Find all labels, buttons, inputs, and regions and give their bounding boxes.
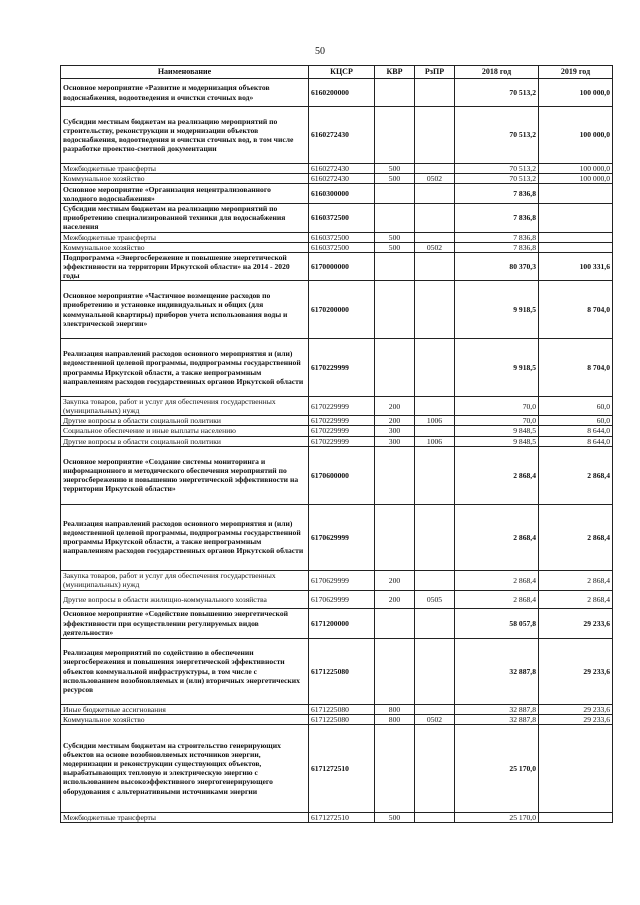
cell-kvr <box>375 504 415 570</box>
cell-rzpr <box>415 232 455 242</box>
cell-rzpr <box>415 426 455 436</box>
table-row <box>61 436 613 446</box>
cell-rzpr <box>415 252 455 280</box>
cell-2019: 100 000,0 <box>539 107 613 164</box>
cell-kvr <box>375 281 415 339</box>
table-row <box>61 232 613 242</box>
table-row <box>61 714 613 724</box>
cell-name: Основное мероприятие «Содействие повышению энергетической эффективности при осуществлении регулируемых видов деятельности» <box>61 608 309 638</box>
cell-kvr: 200 <box>375 590 415 608</box>
cell-2019: 60,0 <box>539 397 613 416</box>
cell-rzpr <box>415 570 455 590</box>
page-number: 50 <box>315 46 325 57</box>
cell-kvr <box>375 446 415 504</box>
cell-kcsr: 6171225080 <box>309 704 375 714</box>
cell-name: Закупка товаров, работ и услуг для обеспечения государственных (муниципальных) нужд <box>61 570 309 590</box>
cell-kcsr: 6171225080 <box>309 638 375 704</box>
cell-2019 <box>539 812 613 822</box>
cell-kcsr: 6170229999 <box>309 436 375 446</box>
cell-kvr: 500 <box>375 242 415 252</box>
table-header-row <box>61 66 613 79</box>
cell-kcsr: 6160200000 <box>309 79 375 107</box>
cell-2019: 100 331,6 <box>539 252 613 280</box>
cell-name: Коммунальное хозяйство <box>61 174 309 184</box>
cell-kvr: 500 <box>375 812 415 822</box>
cell-2018: 70 513,2 <box>455 174 539 184</box>
cell-name: Социальное обеспечение и иные выплаты населению <box>61 426 309 436</box>
cell-kvr <box>375 638 415 704</box>
cell-kcsr: 6170229999 <box>309 416 375 426</box>
cell-rzpr: 1006 <box>415 436 455 446</box>
cell-2018: 80 370,3 <box>455 252 539 280</box>
cell-kcsr: 6170629999 <box>309 504 375 570</box>
cell-kcsr: 6160272430 <box>309 164 375 174</box>
table-row <box>61 446 613 504</box>
cell-rzpr: 0502 <box>415 174 455 184</box>
budget-table <box>60 65 613 823</box>
cell-kcsr: 6160300000 <box>309 184 375 204</box>
cell-2018: 2 868,4 <box>455 504 539 570</box>
cell-rzpr <box>415 79 455 107</box>
cell-2018: 70,0 <box>455 416 539 426</box>
cell-kvr: 500 <box>375 232 415 242</box>
cell-2018: 2 868,4 <box>455 570 539 590</box>
cell-name: Основное мероприятие «Создание системы мониторинга и информационного и методического обеспечения мероприятий по энергосбережению и повышению энергетической эффективности на территории Иркутской области» <box>61 446 309 504</box>
cell-kcsr: 6160372500 <box>309 204 375 232</box>
cell-kcsr: 6160272430 <box>309 174 375 184</box>
cell-name: Основное мероприятие «Развитие и модернизация объектов водоснабжения, водоотведения и очистки сточных вод» <box>61 79 309 107</box>
table-row <box>61 724 613 812</box>
table-body <box>61 79 613 823</box>
cell-kvr: 300 <box>375 426 415 436</box>
cell-rzpr <box>415 204 455 232</box>
cell-rzpr <box>415 446 455 504</box>
table-row <box>61 504 613 570</box>
cell-kcsr: 6170229999 <box>309 426 375 436</box>
table-row <box>61 426 613 436</box>
cell-name: Субсидии местным бюджетам на строительство генерирующих объектов на основе возобновляемых источников энергии, модернизации и реконструкции существующих объектов, вырабатывающих тепловую и электрическую энергию с использованием высокоэффективного энергогенерирующего оборудования с альтернативными источниками энергии <box>61 724 309 812</box>
cell-2018: 9 918,5 <box>455 281 539 339</box>
cell-2019: 8 644,0 <box>539 436 613 446</box>
table-row <box>61 397 613 416</box>
cell-rzpr: 0505 <box>415 590 455 608</box>
cell-kvr <box>375 724 415 812</box>
cell-rzpr <box>415 638 455 704</box>
cell-rzpr <box>415 724 455 812</box>
cell-2019: 29 233,6 <box>539 638 613 704</box>
cell-rzpr <box>415 704 455 714</box>
cell-2019 <box>539 242 613 252</box>
cell-2018: 9 918,5 <box>455 339 539 397</box>
cell-name: Реализация мероприятий по содействию в обеспечении энергосбережения и повышения энергетической эффективности объектов коммунальной инфраструктуры, в том числе с использованием возобновляемых и (или) вторичных энергетических ресурсов <box>61 638 309 704</box>
header-year-2018: 2018 год <box>455 66 539 79</box>
table-row <box>61 416 613 426</box>
cell-name: Коммунальное хозяйство <box>61 242 309 252</box>
cell-2018: 2 868,4 <box>455 590 539 608</box>
cell-kcsr: 6170600000 <box>309 446 375 504</box>
cell-name: Межбюджетные трансферты <box>61 812 309 822</box>
cell-2019 <box>539 232 613 242</box>
header-kcsr: КЦСР <box>309 66 375 79</box>
header-rzpr: РзПР <box>415 66 455 79</box>
cell-2018: 25 170,0 <box>455 724 539 812</box>
cell-kvr: 200 <box>375 397 415 416</box>
table-row <box>61 638 613 704</box>
cell-kvr <box>375 252 415 280</box>
table-row <box>61 281 613 339</box>
table-row <box>61 812 613 822</box>
table-row <box>61 174 613 184</box>
cell-2018: 7 836,8 <box>455 204 539 232</box>
cell-2018: 7 836,8 <box>455 184 539 204</box>
cell-2019: 8 704,0 <box>539 281 613 339</box>
cell-2018: 70,0 <box>455 397 539 416</box>
cell-name: Подпрограмма «Энергосбережение и повышение энергетической эффективности на территории Иркутской области» на 2014 - 2020 годы <box>61 252 309 280</box>
cell-2019: 2 868,4 <box>539 446 613 504</box>
table-row <box>61 339 613 397</box>
cell-2019 <box>539 724 613 812</box>
cell-kcsr: 6160372500 <box>309 242 375 252</box>
cell-kvr: 500 <box>375 164 415 174</box>
cell-kcsr: 6160372500 <box>309 232 375 242</box>
cell-kvr <box>375 204 415 232</box>
cell-kcsr: 6170229999 <box>309 339 375 397</box>
cell-2019: 29 233,6 <box>539 608 613 638</box>
cell-kvr: 200 <box>375 570 415 590</box>
table-row <box>61 164 613 174</box>
cell-kvr <box>375 608 415 638</box>
cell-kcsr: 6171225080 <box>309 714 375 724</box>
cell-rzpr <box>415 164 455 174</box>
cell-kvr <box>375 339 415 397</box>
cell-kcsr: 6170200000 <box>309 281 375 339</box>
cell-rzpr <box>415 107 455 164</box>
cell-2018: 32 887,8 <box>455 704 539 714</box>
cell-kvr <box>375 184 415 204</box>
cell-rzpr <box>415 281 455 339</box>
cell-rzpr: 0502 <box>415 242 455 252</box>
cell-2019: 8 704,0 <box>539 339 613 397</box>
cell-name: Межбюджетные трансферты <box>61 232 309 242</box>
table-row <box>61 608 613 638</box>
cell-name: Другие вопросы в области социальной политики <box>61 416 309 426</box>
cell-2018: 70 513,2 <box>455 107 539 164</box>
cell-rzpr <box>415 184 455 204</box>
cell-2018: 7 836,8 <box>455 232 539 242</box>
cell-2018: 7 836,8 <box>455 242 539 252</box>
cell-rzpr <box>415 812 455 822</box>
cell-2019: 8 644,0 <box>539 426 613 436</box>
cell-2018: 32 887,8 <box>455 638 539 704</box>
cell-2018: 70 513,2 <box>455 79 539 107</box>
cell-name: Иные бюджетные ассигнования <box>61 704 309 714</box>
cell-2019: 2 868,4 <box>539 570 613 590</box>
table-row <box>61 252 613 280</box>
cell-kvr <box>375 79 415 107</box>
cell-rzpr <box>415 608 455 638</box>
cell-2019: 100 000,0 <box>539 164 613 174</box>
cell-2019: 29 233,6 <box>539 714 613 724</box>
cell-name: Реализация направлений расходов основного мероприятия и (или) ведомственной целевой программы, подпрограммы государственной программы Иркутской области, а также непрограммным направлениям расходов государственных органов Иркутской области <box>61 339 309 397</box>
cell-name: Основное мероприятие «Частичное возмещение расходов по приобретению и установке индивидуальных и общих (для коммунальной квартиры) приборов учета использования воды и электрической энергии» <box>61 281 309 339</box>
cell-rzpr <box>415 339 455 397</box>
cell-2018: 2 868,4 <box>455 446 539 504</box>
cell-2018: 32 887,8 <box>455 714 539 724</box>
cell-2019: 2 868,4 <box>539 590 613 608</box>
cell-name: Закупка товаров, работ и услуг для обеспечения государственных (муниципальных) нужд <box>61 397 309 416</box>
cell-kvr <box>375 107 415 164</box>
cell-rzpr <box>415 504 455 570</box>
cell-2019: 100 000,0 <box>539 174 613 184</box>
cell-2018: 9 848,5 <box>455 426 539 436</box>
cell-kcsr: 6170000000 <box>309 252 375 280</box>
cell-2019 <box>539 204 613 232</box>
cell-2019 <box>539 184 613 204</box>
table-row <box>61 204 613 232</box>
cell-2018: 9 848,5 <box>455 436 539 446</box>
cell-kcsr: 6160272430 <box>309 107 375 164</box>
header-year-2019: 2019 год <box>539 66 613 79</box>
cell-2019: 2 868,4 <box>539 504 613 570</box>
cell-kcsr: 6171272510 <box>309 812 375 822</box>
cell-name: Коммунальное хозяйство <box>61 714 309 724</box>
table-row <box>61 242 613 252</box>
table-row <box>61 590 613 608</box>
table-row <box>61 79 613 107</box>
cell-kvr: 800 <box>375 714 415 724</box>
table-row <box>61 570 613 590</box>
cell-kcsr: 6170629999 <box>309 570 375 590</box>
cell-2018: 58 057,8 <box>455 608 539 638</box>
cell-name: Межбюджетные трансферты <box>61 164 309 174</box>
cell-2018: 70 513,2 <box>455 164 539 174</box>
cell-kcsr: 6170629999 <box>309 590 375 608</box>
cell-name: Другие вопросы в области жилищно-коммунального хозяйства <box>61 590 309 608</box>
cell-name: Реализация направлений расходов основного мероприятия и (или) ведомственной целевой программы, подпрограммы государственной программы Иркутской области, а также непрограммным направлениям расходов государственных органов Иркутской области <box>61 504 309 570</box>
cell-kvr: 300 <box>375 436 415 446</box>
table-row <box>61 704 613 714</box>
cell-2019: 29 233,6 <box>539 704 613 714</box>
cell-kcsr: 6170229999 <box>309 397 375 416</box>
cell-kvr: 500 <box>375 174 415 184</box>
cell-rzpr: 1006 <box>415 416 455 426</box>
cell-name: Другие вопросы в области социальной политики <box>61 436 309 446</box>
cell-2019: 100 000,0 <box>539 79 613 107</box>
cell-name: Основное мероприятие «Организация нецентрализованного холодного водоснабжения» <box>61 184 309 204</box>
cell-kvr: 200 <box>375 416 415 426</box>
header-name: Наименование <box>61 66 309 79</box>
cell-name: Субсидии местным бюджетам на реализацию мероприятий по приобретению специализированной техники для водоснабжения населения <box>61 204 309 232</box>
cell-rzpr <box>415 397 455 416</box>
header-kvr: КВР <box>375 66 415 79</box>
cell-rzpr: 0502 <box>415 714 455 724</box>
cell-kcsr: 6171272510 <box>309 724 375 812</box>
cell-2018: 25 170,0 <box>455 812 539 822</box>
cell-2019: 60,0 <box>539 416 613 426</box>
table-row <box>61 107 613 164</box>
cell-name: Субсидии местным бюджетам на реализацию мероприятий по строительству, реконструкции и модернизации объектов водоснабжения, водоотведения и очистки сточных вод, в том числе разработке проектно-сметной документации <box>61 107 309 164</box>
table-row <box>61 184 613 204</box>
cell-kcsr: 6171200000 <box>309 608 375 638</box>
cell-kvr: 800 <box>375 704 415 714</box>
